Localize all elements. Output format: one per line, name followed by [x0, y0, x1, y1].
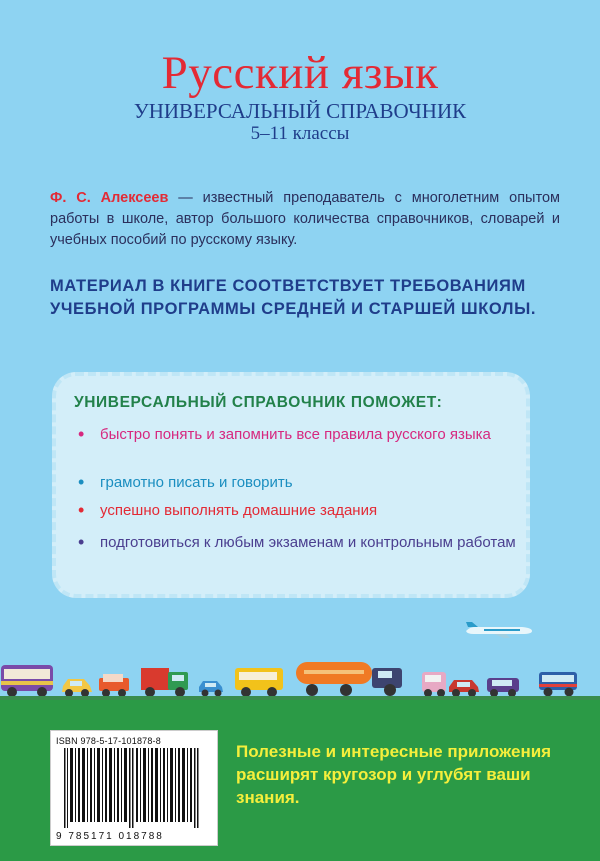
bullet-dot-icon: • — [78, 500, 85, 520]
barcode-digits: 9 785171 018788 — [56, 831, 164, 842]
material-statement: МАТЕРИАЛ В КНИГЕ СООТВЕТСТВУЕТ ТРЕБОВАНИЯМ УЧЕБНОЙ ПРОГРАММЫ СРЕДНЕЙ И СТАРШЕЙ ШКОЛЫ. — [50, 277, 537, 318]
barcode-image — [56, 748, 212, 828]
promo-text: Полезные и интересные приложения расширят кругозор и углубят ваши знания. — [236, 742, 552, 807]
airplane-icon — [464, 622, 534, 638]
small-car-icon — [197, 678, 225, 698]
author-description: — известный преподаватель с многолетним опытом работы в школе, автор большого количества справочников, словарей и учебных пособий по русскому языку. — [50, 190, 560, 248]
author-bio — [50, 188, 560, 251]
school-bus-icon — [234, 666, 284, 698]
bullet-dot-icon: • — [78, 472, 85, 492]
book-title: Русский язык — [161, 47, 439, 99]
bullet-dot-icon: • — [78, 532, 85, 552]
book-grades: 5–11 классы — [250, 123, 350, 144]
van-icon — [420, 670, 448, 698]
jeep-icon — [97, 672, 131, 698]
isbn-label: ISBN 978-5-17-101878-8 — [56, 736, 161, 746]
book-subtitle: УНИВЕРСАЛЬНЫЙ СПРАВОЧНИК — [133, 99, 467, 123]
bus-icon — [0, 663, 54, 697]
author-name: Ф. С. Алексеев — [50, 190, 169, 206]
taxi-car-icon — [60, 676, 94, 698]
truck-icon — [140, 664, 190, 698]
minibus-icon — [538, 670, 578, 698]
red-car-icon — [447, 677, 481, 698]
benefits-heading: УНИВЕРСАЛЬНЫЙ СПРАВОЧНИК ПОМОЖЕТ: — [74, 394, 443, 411]
tanker-truck-icon — [294, 658, 406, 698]
bullet-dot-icon: • — [78, 424, 85, 444]
suv-icon — [485, 674, 521, 698]
